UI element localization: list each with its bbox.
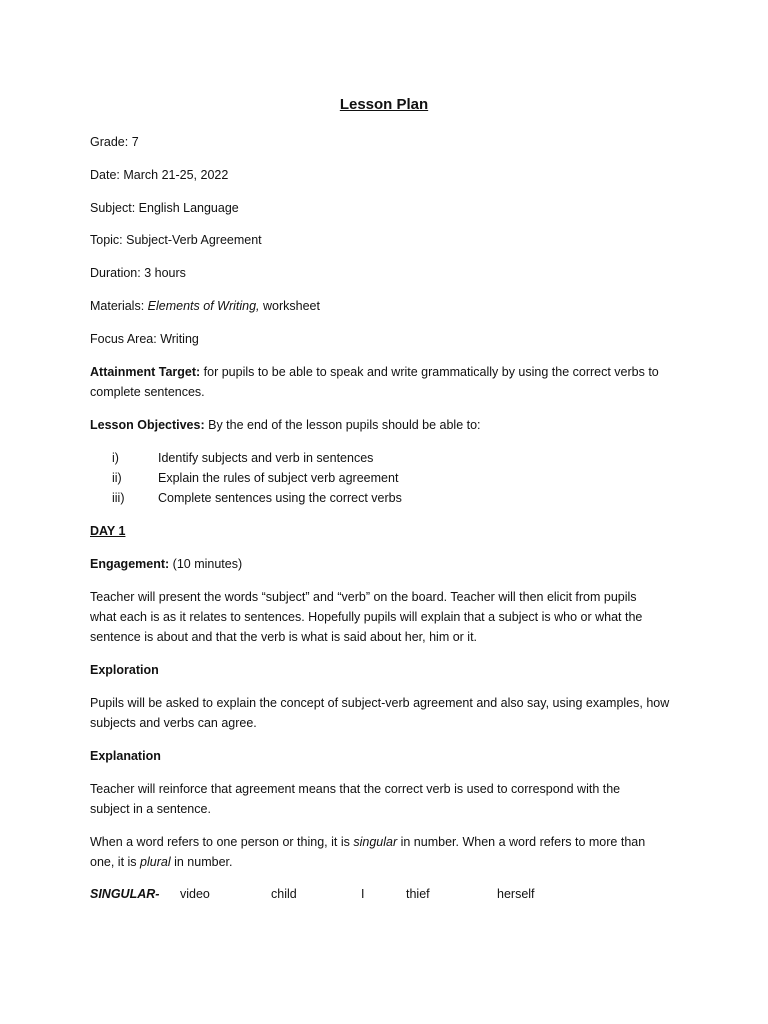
exploration-text-2: subjects and verbs can agree. — [90, 716, 257, 730]
singular-word: thief — [406, 887, 430, 901]
materials-label: Materials: — [90, 299, 145, 313]
materials-rest: worksheet — [263, 299, 320, 313]
topic-value: Subject-Verb Agreement — [126, 233, 262, 247]
subject-value: English Language — [138, 201, 239, 215]
attainment-text-1: for pupils to be able to speak and write grammatically by using the correct verbs to — [203, 365, 659, 379]
explanation-heading: Explanation — [90, 749, 161, 763]
number-text-a: When a word refers to one person or thing, it is — [90, 835, 350, 849]
focus-label: Focus Area: — [90, 332, 157, 346]
topic-label: Topic: — [90, 233, 123, 247]
list-item-text: Explain the rules of subject verb agreement — [158, 471, 399, 485]
engagement-text-1: Teacher will present the words “subject” and “verb” on the board. Teacher will then elicit from pupils — [90, 590, 637, 604]
list-item-number: iii) — [112, 491, 125, 505]
focus-value: Writing — [160, 332, 199, 346]
grade-label: Grade: — [90, 135, 129, 149]
materials-line — [90, 296, 680, 316]
engagement-label: Engagement: — [90, 557, 170, 571]
date-label: Date: — [90, 168, 120, 182]
attainment-line-1 — [90, 362, 680, 382]
exploration-text-1: Pupils will be asked to explain the concept of subject-verb agreement and also say, using examples, how — [90, 696, 670, 710]
duration-line — [90, 263, 680, 283]
list-item-text: Complete sentences using the correct verbs — [158, 491, 402, 505]
engagement-line — [90, 554, 680, 574]
objectives-label: Lesson Objectives: — [90, 418, 205, 432]
attainment-text-2: complete sentences. — [90, 385, 205, 399]
number-text-2 — [90, 852, 680, 872]
duration-label: Duration: — [90, 266, 141, 280]
singular-word: I — [361, 887, 365, 901]
list-item-number: i) — [112, 451, 119, 465]
explanation-text-2: subject in a sentence. — [90, 802, 211, 816]
explanation-text-1: Teacher will reinforce that agreement means that the correct verb is used to correspond with the — [90, 782, 621, 796]
attainment-label: Attainment Target: — [90, 365, 201, 379]
topic-line — [90, 230, 680, 250]
number-text-c: one, it is — [90, 855, 137, 869]
list-item — [0, 448, 768, 468]
objectives-intro: By the end of the lesson pupils should be able to: — [208, 418, 481, 432]
singular-word: herself — [497, 887, 535, 901]
list-item — [0, 488, 768, 508]
subject-line — [90, 198, 680, 218]
focus-line — [90, 329, 680, 349]
exploration-heading: Exploration — [90, 663, 159, 677]
duration-value: 3 hours — [144, 266, 186, 280]
list-item-text: Identify subjects and verb in sentences — [158, 451, 374, 465]
singular-row — [0, 884, 768, 904]
number-text-d: in number. — [174, 855, 233, 869]
number-text-b: in number. When a word refers to more than — [400, 835, 646, 849]
engagement-time: (10 minutes) — [172, 557, 243, 571]
grade-line — [90, 132, 680, 152]
list-item — [0, 468, 768, 488]
objectives-line — [90, 415, 680, 435]
grade-value: 7 — [131, 135, 139, 149]
singular-label: SINGULAR- — [90, 887, 160, 901]
list-item-number: ii) — [112, 471, 122, 485]
plural-term: plural — [140, 855, 171, 869]
day-heading: DAY 1 — [90, 524, 126, 538]
singular-word: video — [180, 887, 210, 901]
engagement-text-3: sentence is about and that the verb is what is said about her, him or it. — [90, 630, 478, 644]
singular-word: child — [271, 887, 297, 901]
page-title: Lesson Plan — [339, 96, 429, 113]
engagement-text-2: what each is as it relates to sentences. Hopefully pupils will explain that a subject is who or what the — [90, 610, 643, 624]
materials-book: Elements of Writing, — [147, 299, 260, 313]
date-line — [90, 165, 680, 185]
singular-term: singular — [353, 835, 398, 849]
number-text-1 — [90, 832, 680, 852]
date-value: March 21-25, 2022 — [123, 168, 229, 182]
subject-label: Subject: — [90, 201, 136, 215]
